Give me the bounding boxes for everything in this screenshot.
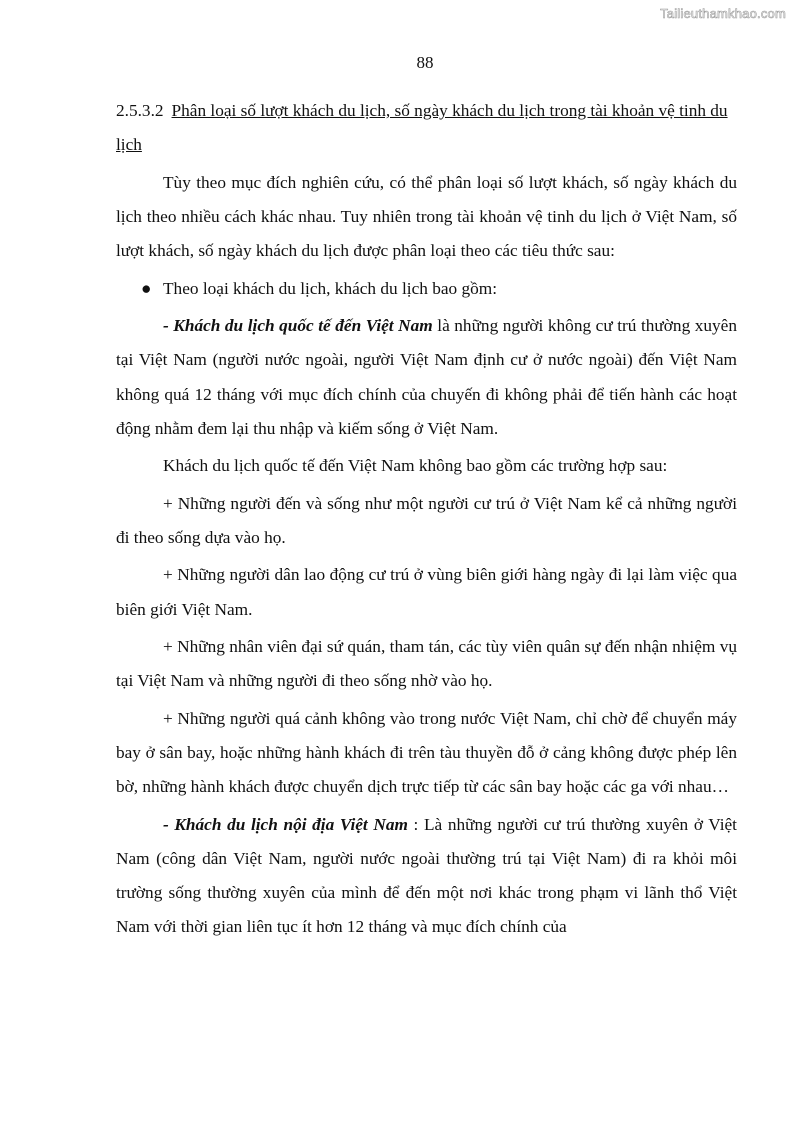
bullet-text: Theo loại khách du lịch, khách du lịch bao gồm: bbox=[163, 278, 498, 298]
international-visitor-paragraph bbox=[116, 309, 737, 446]
exclusion-item-3: + Những nhân viên đại sứ quán, tham tán, các tùy viên quân sự đến nhận nhiệm vụ tại Việt Nam và những người đi theo sống nhờ vào họ. bbox=[116, 637, 737, 691]
section-title: Phân loại số lượt khách du lịch, số ngày khách du lịch trong tài khoản vệ tinh du lịch bbox=[116, 101, 728, 155]
document-body bbox=[116, 94, 737, 948]
exclusion-item-2: + Những người dân lao động cư trú ở vùng biên giới hàng ngày đi lại làm việc qua biên giới Việt Nam. bbox=[116, 565, 737, 619]
watermark: Tailieuthamkhao.com bbox=[660, 6, 786, 21]
intro-paragraph: Tùy theo mục đích nghiên cứu, có thể phân loại số lượt khách, số ngày khách du lịch theo nhiều cách khác nhau. Tuy nhiên trong tài khoản vệ tinh du lịch ở Việt Nam, số lượt khách, số ngày khách du lịch được phân loại theo các tiêu thức sau: bbox=[116, 172, 737, 261]
domestic-visitor-definition: : Là những người cư trú thường xuyên ở Việt Nam (công dân Việt Nam, người nước ngoài thường trú tại Việt Nam) đi ra khỏi môi trường sống thường xuyên của mình để đến một nơi khác trong phạm vi lãnh thổ Việt Nam với thời gian liên tục ít hơn 12 tháng và mục đích chính của bbox=[116, 814, 737, 937]
exclusion-item-1: + Những người đến và sống như một người cư trú ở Việt Nam kể cả những người đi theo sống dựa vào họ. bbox=[116, 493, 737, 547]
section-heading bbox=[116, 94, 737, 162]
domestic-visitor-term: - Khách du lịch nội địa Việt Nam bbox=[163, 814, 408, 834]
exclusions-intro: Khách du lịch quốc tế đến Việt Nam không bao gồm các trường hợp sau: bbox=[163, 456, 668, 476]
page-number: 88 bbox=[416, 53, 434, 72]
international-visitor-definition: là những người không cư trú thường xuyên tại Việt Nam (người nước ngoài, người Việt Nam định cư ở nước ngoài) đến Việt Nam không quá 12 tháng với mục đích chính của chuyến đi không phải để tiến hành các hoạt động nhằm đem lại thu nhập và kiếm sống ở Việt Nam. bbox=[116, 316, 737, 438]
exclusion-item-4: + Những người quá cảnh không vào trong nước Việt Nam, chỉ chờ để chuyển máy bay ở sân bay, hoặc những hành khách đi trên tàu thuyền đỗ ở cảng không được phép lên bờ, những hành khách được chuyển dịch trực tiếp từ các sân bay hoặc các ga với nhau… bbox=[116, 708, 737, 797]
domestic-visitor-paragraph bbox=[116, 808, 737, 945]
bullet-item bbox=[116, 272, 737, 306]
section-number: 2.5.3.2 bbox=[116, 101, 164, 120]
international-visitor-term: - Khách du lịch quốc tế đến Việt Nam bbox=[163, 316, 433, 336]
bullet-icon: ● bbox=[141, 278, 152, 298]
